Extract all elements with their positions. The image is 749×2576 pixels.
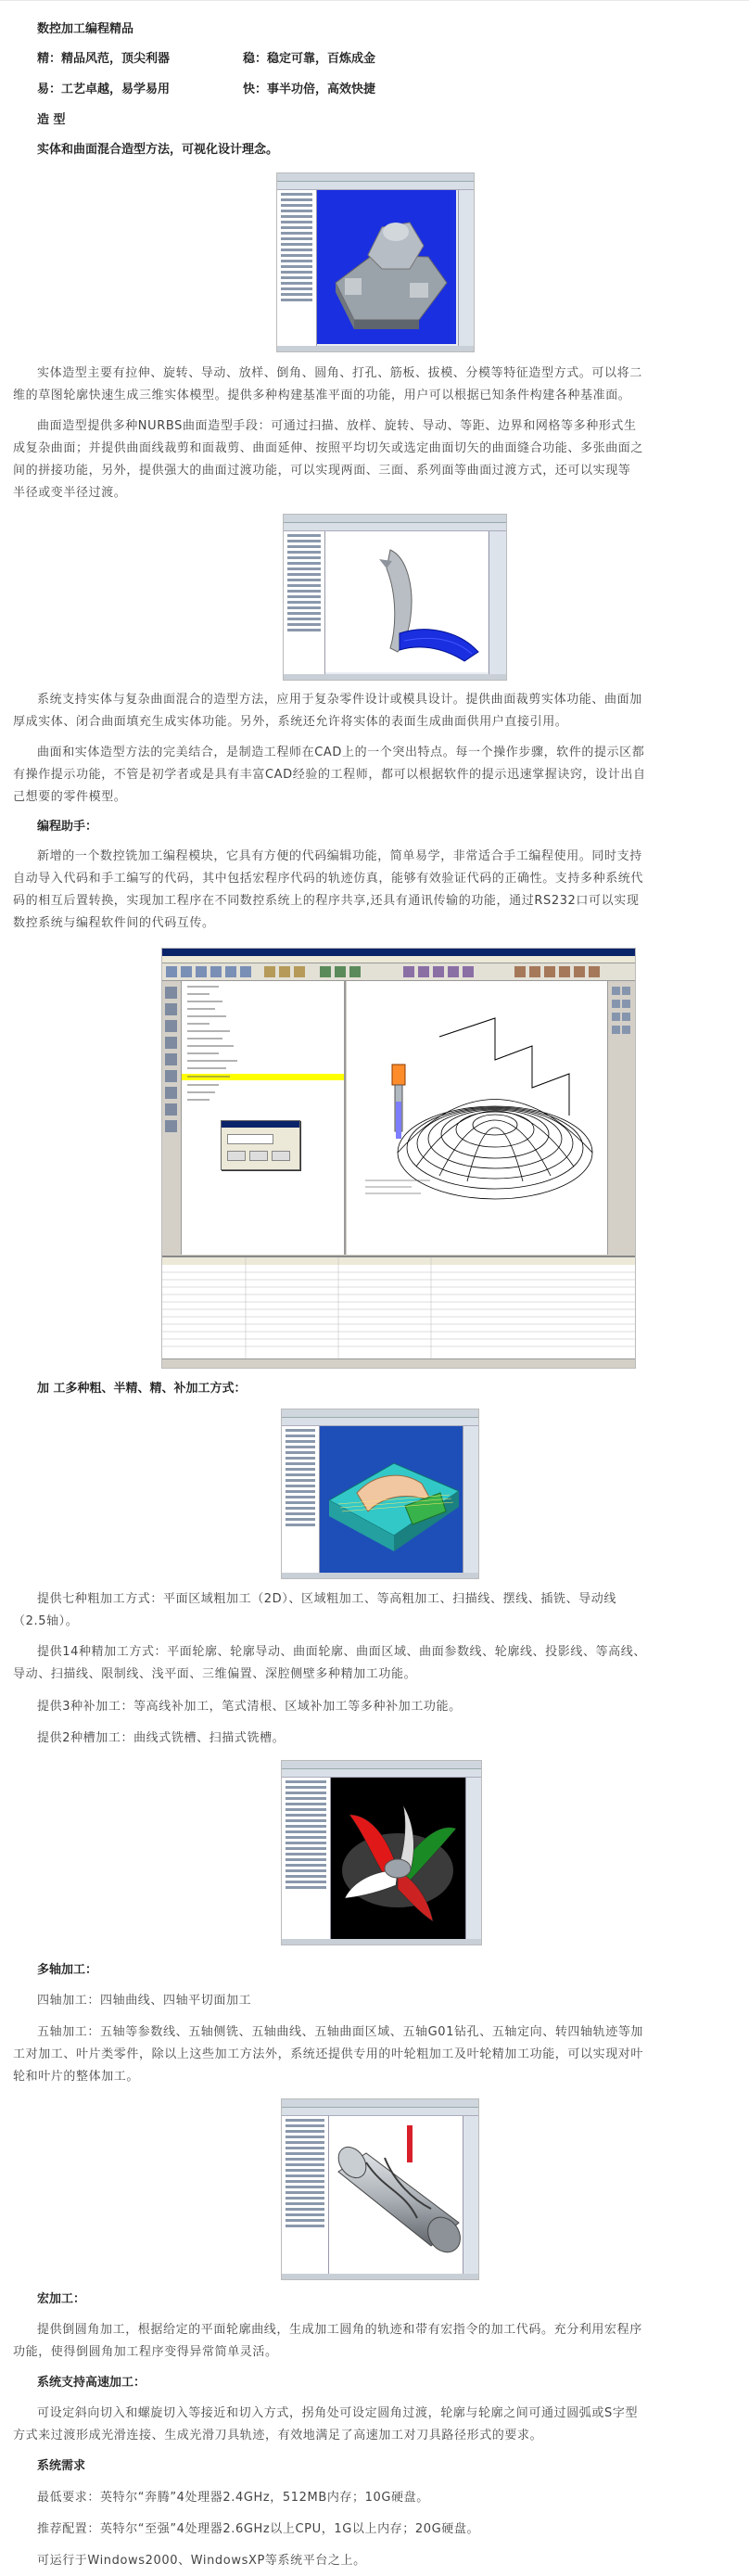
- section-heading-macro: 宏加工：: [37, 2292, 86, 2306]
- text-line: 推荐配置：英特尔“至强”4处理器2.6GHz以上CPU，1G以上内存；20G硬盘。: [37, 2522, 480, 2536]
- section-heading-multiaxis: 多轴加工：: [37, 1963, 98, 1977]
- feature-yi: 易：工艺卓越，易学易用: [37, 83, 171, 96]
- highspeed-paragraph-cont: [13, 2425, 749, 2447]
- five-axis-text-cont: [13, 2044, 749, 2088]
- modeling-paragraph-1: [13, 363, 749, 385]
- feature-wen: 稳：稳定可靠，百炼成金: [243, 52, 376, 66]
- impeller-screenshot: [281, 1760, 482, 1945]
- highspeed-paragraph: [13, 2403, 749, 2425]
- section-heading-highspeed: 系统支持高速加工：: [37, 2376, 146, 2390]
- text-line: 曲面和实体造型方法的完美结合，是制造工程师在CAD上的一个突出特点。每一个操作步骤，软件的提示区都: [37, 746, 645, 759]
- text-line: 有操作提示功能，不管是初学者或是具有丰富CAD经验的工程师，都可以根据软件的提示迅速掌握诀窍，设计出自: [13, 768, 646, 782]
- groove-machining-text: [13, 1728, 749, 1750]
- text-line: 半径或变半径过渡。: [13, 486, 127, 500]
- text-line: 可运行于Windows2000、WindowsXP等系统平台之上。: [37, 2554, 366, 2568]
- feature-jing: 精：精品风范，顶尖利器: [37, 52, 171, 66]
- text-line: 提供2种槽加工：曲线式铣槽、扫描式铣槽。: [37, 1731, 286, 1745]
- text-line: 己想要的零件模型。: [13, 790, 127, 804]
- rough-machining-text: [13, 1588, 749, 1611]
- rough-machining-text-cont: [13, 1611, 749, 1633]
- text-line: 提供倒圆角加工，根据给定的平面轮廓曲线，生成加工圆角的轨迹和带有宏指令的加工代码。充分利用宏程序: [37, 2323, 642, 2337]
- text-line: 新增的一个数控铣加工编程模块，它具有方便的代码编辑功能，简单易学，非常适合手工编程使用。同时支持: [37, 849, 642, 863]
- text-line: 轮和叶片的整体加工。: [13, 2070, 140, 2084]
- finish-machining-text: [13, 1641, 749, 1664]
- text-line: 成复杂曲面；并提供曲面线裁剪和面裁剪、曲面延伸、按照平均切矢或选定曲面切矢的曲面缝合功能、多张曲面之: [13, 441, 644, 455]
- text-line: 功能，使得倒圆角加工程序变得异常简单灵活。: [13, 2345, 278, 2359]
- text-line: 提供3种补加工：等高线补加工，笔式清根、区域补加工等多种补加工功能。: [37, 1700, 462, 1714]
- text-line: 系统支持实体与复杂曲面混合的造型方法，应用于复杂零件设计或模具设计。提供曲面裁剪实体功能、曲面加: [37, 693, 642, 707]
- text-line: 间的拼接功能，另外，提供强大的曲面过渡功能，可以实现两面、三面、系列面等曲面过渡方式，还可以实现等: [13, 464, 631, 478]
- top-divider: [0, 0, 749, 1]
- text-line: 码的相互后置转换，实现加工程序在不同数控系统上的程序共享,还具有通讯传输的功能，通过RS232口可以实现: [13, 894, 640, 908]
- finish-machining-text-cont: [13, 1664, 749, 1686]
- section-heading-modeling: 造 型: [37, 113, 66, 127]
- requirement-recommended: [13, 2519, 749, 2541]
- text-line: 方式来过渡形成光滑连接、生成光滑刀具轨迹，有效地满足了高速加工对刀具路径形式的要求。: [13, 2429, 543, 2442]
- assistant-paragraph: [13, 846, 749, 868]
- section-heading-assistant: 编程助手：: [37, 820, 98, 834]
- macro-paragraph: [13, 2319, 749, 2341]
- macro-paragraph-cont: [13, 2341, 749, 2364]
- requirement-minimum: [13, 2487, 749, 2509]
- toolpath-simulation-screenshot: [281, 1409, 479, 1579]
- text-line: 五轴加工：五轴等参数线、五轴侧铣、五轴曲线、五轴曲面区域、五轴G01钻孔、五轴定向、转四轴轨迹等加: [37, 2025, 644, 2039]
- text-line: 工对加工、叶片类零件，除以上这些加工方法外，系统还提供专用的叶轮粗加工及叶轮精加工功能，可以实现对叶: [13, 2047, 644, 2061]
- text-line: 四轴加工：四轴曲线、四轴平切面加工: [37, 1994, 252, 2008]
- text-line: 曲面造型提供多种NURBS曲面造型手段：可通过扫描、放样、旋转、导动、等距、边界和网格等多种形式生: [37, 419, 637, 433]
- requirement-os: [13, 2550, 749, 2572]
- text-line: 提供七种粗加工方式：平面区域粗加工（2D）、区域粗加工、等高粗加工、扫描线、摆线、插铣、导动线: [37, 1592, 616, 1606]
- five-axis-text: [13, 2021, 749, 2044]
- text-line: 导动、扫描线、限制线、浅平面、三维偏置、深腔侧壁多种精加工功能。: [13, 1667, 417, 1681]
- four-axis-text: [13, 1990, 749, 2012]
- modeling-paragraph-2: [13, 415, 749, 438]
- text-line: 维的草图轮廓快速生成三维实体模型。提供多种构建基准平面的功能，用户可以根据已知条件构建各种基准面。: [13, 389, 631, 402]
- section-heading-requirements: 系统需求: [37, 2459, 86, 2473]
- modeling-paragraph-4-cont: [13, 764, 749, 809]
- modeling-paragraph-3: [13, 689, 749, 711]
- solid-model-screenshot: [276, 172, 475, 352]
- programming-assistant-screenshot: [161, 948, 636, 1369]
- text-line: 自动导入代码和手工编写的代码，其中包括宏程序代码的轨迹仿真，能够有效验证代码的正确性。支持多种系统代: [13, 872, 644, 886]
- page-title: 数控加工编程精品: [37, 22, 134, 36]
- text-line: 可设定斜向切入和螺旋切入等接近和切入方式，拐角处可设定圆角过渡，轮廓与轮廓之间可通过圆弧或S字型: [37, 2406, 639, 2420]
- modeling-paragraph-2-cont: [13, 438, 749, 504]
- feature-kuai: 快：事半功倍，高效快捷: [243, 83, 376, 96]
- text-line: 实体造型主要有拉伸、旋转、导动、放样、倒角、圆角、打孔、筋板、拔模、分模等特征造型方式。可以将二: [37, 366, 642, 380]
- modeling-paragraph-4: [13, 742, 749, 764]
- text-line: 厚成实体、闭合曲面填充生成实体功能。另外，系统还允许将实体的表面生成曲面供用户直接引用。: [13, 715, 568, 729]
- section-heading-machining: 加 工多种粗、半精、精、补加工方式：: [37, 1382, 247, 1396]
- modeling-subheading: 实体和曲面混合造型方法，可视化设计理念。: [37, 143, 279, 157]
- text-line: 提供14种精加工方式：平面轮廓、轮廓导动、曲面轮廓、曲面区域、曲面参数线、轮廓线、投影线、等高线、: [37, 1645, 646, 1659]
- text-line: 数控系统与编程软件间的代码互传。: [13, 916, 215, 930]
- four-axis-cylinder-screenshot: [281, 2098, 479, 2280]
- modeling-paragraph-1-cont: [13, 385, 749, 407]
- text-line: 最低要求：英特尔“奔腾”4处理器2.4GHz，512MB内存；10G硬盘。: [37, 2491, 429, 2505]
- modeling-paragraph-3-cont: [13, 711, 749, 733]
- dolphin-surface-screenshot: [283, 514, 507, 681]
- assistant-paragraph-cont: [13, 868, 749, 935]
- text-line: （2.5轴）。: [13, 1614, 79, 1628]
- supplement-machining-text: [13, 1696, 749, 1718]
